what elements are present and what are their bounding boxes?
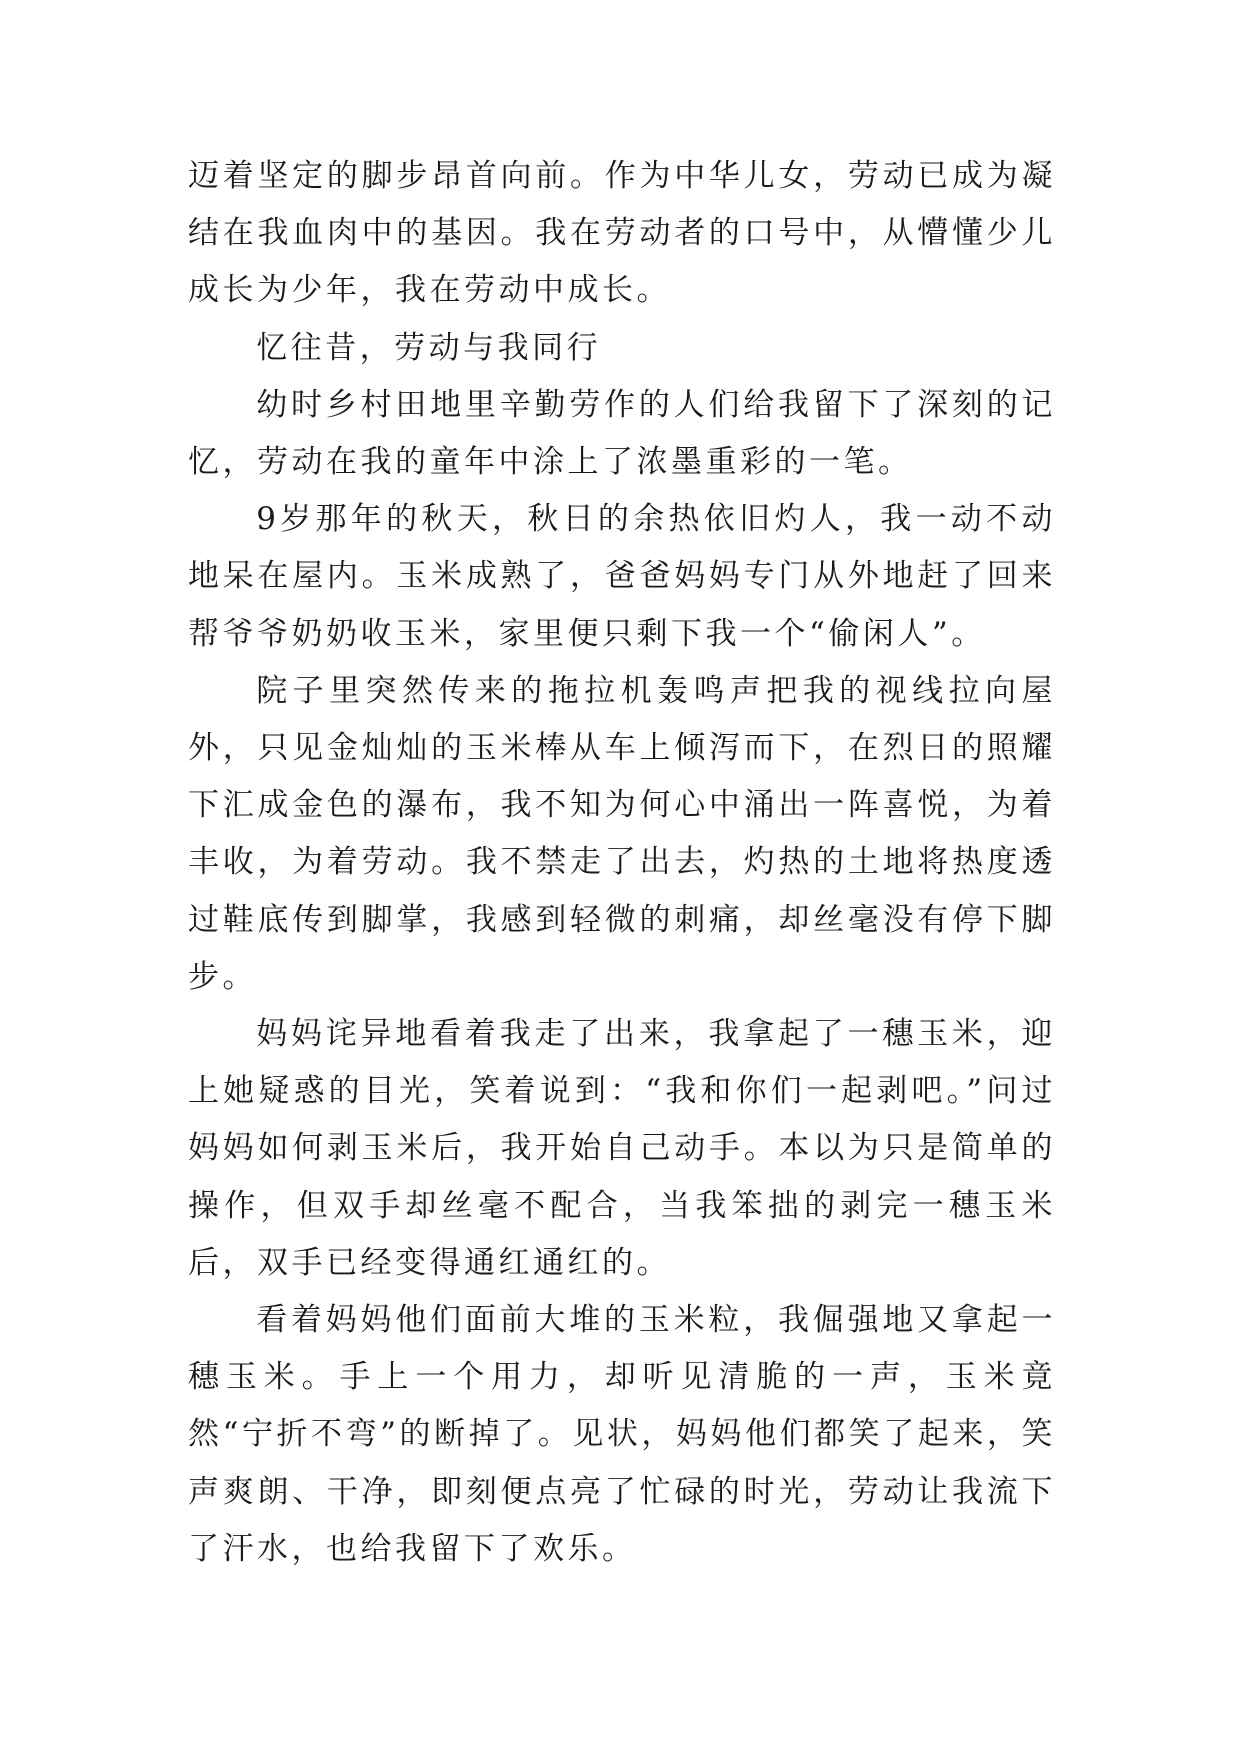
paragraph-6: 看着妈妈他们面前大堆的玉米粒，我倔强地又拿起一穗玉米。手上一个用力，却听见清脆的一声，玉米竟然“宁折不弯”的断掉了。见状，妈妈他们都笑了起来，笑声爽朗、干净，即刻便点亮了忙碌的时光，劳动让我流下了汗水，也给我留下了欢乐。 (188, 1302, 1056, 1567)
paragraph-1: 迈着坚定的脚步昂首向前。作为中华儿女，劳动已成为凝结在我血肉中的基因。我在劳动者的口号中，从懵懂少儿成长为少年，我在劳动中成长。 (188, 158, 1056, 309)
article-body (188, 148, 1056, 1578)
paragraph-4: 院子里突然传来的拖拉机轰鸣声把我的视线拉向屋外，只见金灿灿的玉米棒从车上倾泻而下，在烈日的照耀下汇成金色的瀑布，我不知为何心中涌出一阵喜悦，为着丰收，为着劳动。我不禁走了出去，灼热的土地将热度透过鞋底传到脚掌，我感到轻微的刺痛，却丝毫没有停下脚步。 (188, 672, 1056, 995)
section-heading: 忆往昔，劳动与我同行 (256, 329, 602, 366)
paragraph-2: 幼时乡村田地里辛勤劳作的人们给我留下了深刻的记忆，劳动在我的童年中涂上了浓墨重彩的一笔。 (188, 386, 1056, 481)
paragraph-3: 9岁那年的秋天，秋日的余热依旧灼人，我一动不动地呆在屋内。玉米成熟了，爸爸妈妈专门从外地赶了回来帮爷爷奶奶收玉米，家里便只剩下我一个“偷闲人”。 (188, 501, 1056, 652)
paragraph-5: 妈妈诧异地看着我走了出来，我拿起了一穗玉米，迎上她疑惑的目光，笑着说到：“我和你们一起剥吧。”问过妈妈如何剥玉米后，我开始自己动手。本以为只是简单的操作，但双手却丝毫不配合，当我笨拙的剥完一穗玉米后，双手已经变得通红通红的。 (188, 1016, 1056, 1281)
